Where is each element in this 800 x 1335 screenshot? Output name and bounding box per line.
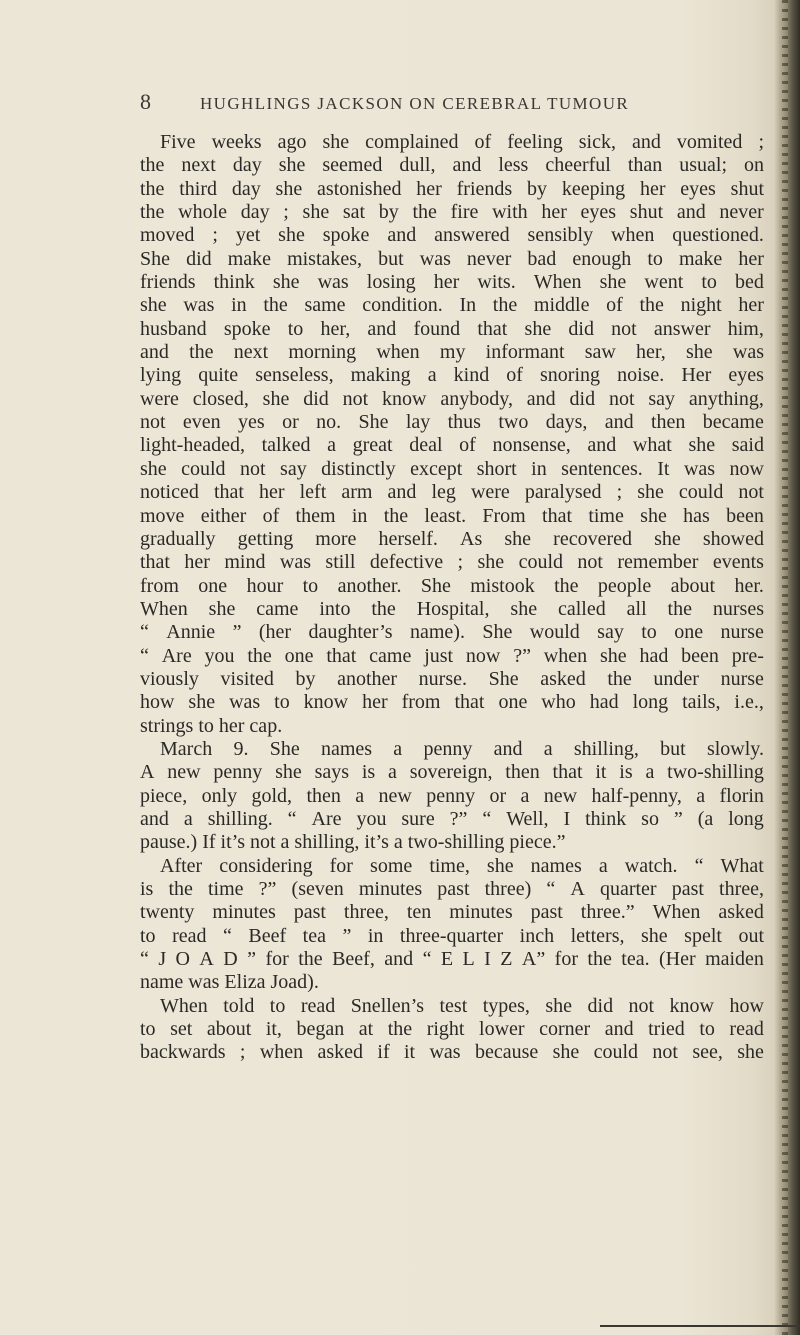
text-line: from one hour to another. She mistook the people about her. bbox=[140, 574, 764, 597]
text-line: that her mind was still defective ; she could not remember events bbox=[140, 551, 764, 574]
text-line: were closed, she did not know anybody, and did not say anything, bbox=[140, 387, 764, 410]
text-line: the next day she seemed dull, and less cheerful than usual; on bbox=[140, 154, 764, 177]
text-line: lying quite senseless, making a kind of snoring noise. Her eyes bbox=[140, 364, 764, 387]
text-line: the third day she astonished her friends by keeping her eyes shut bbox=[140, 177, 764, 200]
text-line: light-headed, talked a great deal of nonsense, and what she said bbox=[140, 434, 764, 457]
text-line: gradually getting more herself. As she recovered she showed bbox=[140, 527, 764, 550]
text-line: When she came into the Hospital, she called all the nurses bbox=[140, 597, 764, 620]
text-line: March 9. She names a penny and a shilling, but slowly. bbox=[160, 737, 764, 760]
text-line: twenty minutes past three, ten minutes past three.” When asked bbox=[140, 901, 764, 924]
text-line: name was Eliza Joad). bbox=[140, 971, 319, 994]
text-line: to read “ Beef tea ” in three-quarter inch letters, she spelt out bbox=[140, 924, 764, 947]
text-line: A new penny she says is a sovereign, then that it is a two-shilling bbox=[140, 761, 764, 784]
text-line: She did make mistakes, but was never bad enough to make her bbox=[140, 247, 764, 270]
page-binding-edge bbox=[774, 0, 800, 1335]
page-bottom-rule bbox=[600, 1325, 800, 1327]
text-line: piece, only gold, then a new penny or a new half-penny, a florin bbox=[140, 784, 764, 807]
text-line: and a shilling. “ Are you sure ?” “ Well, I think so ” (a long bbox=[140, 807, 764, 830]
text-line: backwards ; when asked if it was because she could not see, she bbox=[140, 1041, 764, 1064]
text-line: noticed that her left arm and leg were paralysed ; she could not bbox=[140, 481, 764, 504]
text-line: to set about it, began at the right lower corner and tried to read bbox=[140, 1018, 764, 1041]
text-line: strings to her cap. bbox=[140, 714, 283, 737]
text-line: “ J O A D ” for the Beef, and “ E L I Z A” for the tea. (Her maiden bbox=[140, 948, 764, 971]
text-line: how she was to know her from that one who had long tails, i.e., bbox=[140, 691, 764, 714]
text-line: and the next morning when my informant saw her, she was bbox=[140, 341, 764, 364]
text-line: After considering for some time, she names a watch. “ What bbox=[160, 854, 764, 877]
text-line: “ Annie ” (her daughter’s name). She would say to one nurse bbox=[140, 621, 764, 644]
text-line: viously visited by another nurse. She asked the under nurse bbox=[140, 667, 764, 690]
running-head-title: HUGHLINGS JACKSON ON CEREBRAL TUMOUR bbox=[200, 94, 630, 113]
page-number: 8 bbox=[140, 89, 151, 114]
text-line: is the time ?” (seven minutes past three) “ A quarter past three, bbox=[140, 878, 764, 900]
text-line: “ Are you the one that came just now ?” when she had been pre- bbox=[140, 644, 764, 667]
text-line: friends think she was losing her wits. When she went to bed bbox=[140, 271, 764, 294]
text-line: husband spoke to her, and found that she did not answer him, bbox=[140, 317, 764, 340]
text-line: not even yes or no. She lay thus two days, and then became bbox=[140, 411, 764, 434]
text-line: the whole day ; she sat by the fire with her eyes shut and never bbox=[140, 201, 764, 224]
text-line: she could not say distinctly except short in sentences. It was now bbox=[140, 457, 764, 480]
text-line: When told to read Snellen’s test types, she did not know how bbox=[160, 994, 764, 1017]
text-line: she was in the same condition. In the middle of the night her bbox=[140, 294, 764, 317]
text-line: moved ; yet she spoke and answered sensibly when questioned. bbox=[140, 224, 764, 247]
text-line: move either of them in the least. From that time she has been bbox=[140, 504, 764, 527]
text-line: pause.) If it’s not a shilling, it’s a two-shilling piece.” bbox=[140, 831, 566, 854]
body-text bbox=[140, 131, 764, 1065]
text-line: Five weeks ago she complained of feeling sick, and vomited ; bbox=[160, 131, 764, 153]
